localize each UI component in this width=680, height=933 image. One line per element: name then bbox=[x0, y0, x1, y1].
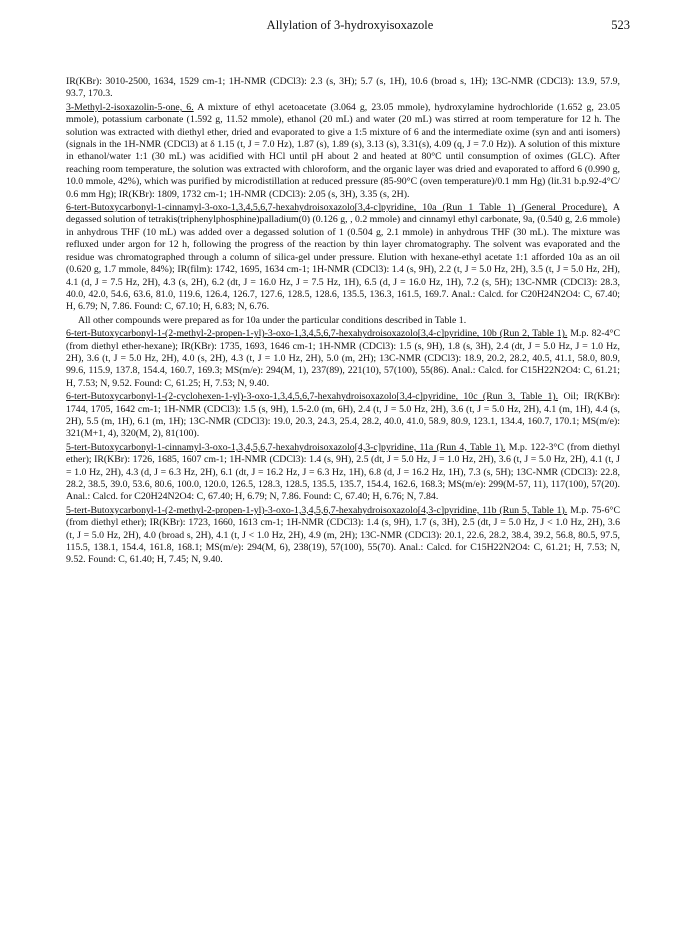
compound-heading: 5-tert-Butoxycarbonyl-1-(2-methyl-2-propen-1-yl)-3-oxo-1,3,4,5,6,7-hexahydroisoxazolo[4,3-c]pyridine, 11b (Run 5, Table 1). bbox=[66, 504, 568, 516]
compound-heading: 5-tert-Butoxycarbonyl-1-cinnamyl-3-oxo-1,3,4,5,6,7-hexahydroisoxazolo[4,3-c]pyridine, 11a (Run 4, Table 1). bbox=[66, 441, 506, 453]
paragraph-compound-6 bbox=[66, 102, 620, 201]
paragraph-text: A mixture of ethyl acetoacetate (3.064 g, 23.05 mmole), hydroxylamine hydrochloride (1.652 g, 23.05 mmole), potassium carbonate (1.592 g, 11.52 mmole), ethanol (20 mL) and water (20 mL) was stirred at room temperature for 12 h. The solution was extracted with diethyl ether, dried and evaporated to give a 1:5 mixture of 6 and the intermediate oxime (syn and anti isomers) (signals in the 1H-NMR (CDCl3) at δ 1.15 (t, J = 7.0 Hz), 1.87 (s), 1.89 (s), 3.13 (s), 3.31(s), 4.09 (q, J = 7.0 Hz)). A solution of this mixture in ethanol/water 1:1 (30 mL) was acidified with HCl until pH about 2 and heated at 80°C until consumption of oximes (GLC). After reaching room temperature, the solution was extracted with chloroform, and the organic layer was dried and evaporated to afford 6 (0.990 g, 10.0 mmole, 42%), which was purified by microdistillation at reduced pressure (85-90°C (oven temperature)/0.1 mm Hg) (lit.31 b.p.92-4°C/ 0.6 mm Hg); IR(KBr): 1809, 1732 cm-1; 1H-NMR (CDCl3): 2.05 (s, 3H), 3.35 (s, 2H). bbox=[66, 101, 620, 200]
paragraph-general-note bbox=[66, 315, 620, 327]
paragraph-text: M.p. 75-6°C (from diethyl ether); IR(KBr): 1723, 1660, 1613 cm-1; 1H-NMR (CDCl3): 1.4 (s, 9H), 1.7 (s, 3H), 2.5 (dt, J = 5.0 Hz, J < 1.0 Hz, 2H), 3.6 (t, J = 5.0 Hz, 2H), 4.0 (broad s, 2H), 4.1 (t, J < 1.0 Hz, 2H), 4.9 (m, 2H); 13C-NMR (CDCl3): 20.1, 22.6, 28.2, 38.4, 39.2, 56.8, 80.5, 97.5, 115.5, 138.1, 154.4, 161.8, 168.1; MS(m/e): 294(M, 6), 238(19), 57(100), 55(70). Anal.: Calcd. for C15H22N2O4: C, 61.21; H, 7.53; N, 9.52. Found: C, 61.40; H, 7.45; N, 9.40. bbox=[66, 504, 620, 566]
compound-heading: 6-tert-Butoxycarbonyl-1-(2-cyclohexen-1-yl)-3-oxo-1,3,4,5,6,7-hexahydroisoxazolo[3,4-c]pyridine, 10c (Run 3, Table 1). bbox=[66, 391, 559, 403]
paragraph-compound-11b bbox=[66, 505, 620, 567]
paragraph-compound-11a bbox=[66, 442, 620, 504]
paragraph-text: All other compounds were prepared as for 10a under the particular conditions described in Table 1. bbox=[78, 314, 467, 326]
paragraph-text: M.p. 82-4°C (from diethyl ether-hexane); IR(KBr): 1735, 1693, 1646 cm-1; 1H-NMR (CDCl3): 1.5 (s, 9H), 1.8 (s, 3H), 2.4 (dt, J = 5.0 Hz, J = 1.0 Hz, 2H), 3.6 (t, J = 5.0 Hz, 2H), 4.0 (s, 2H), 4.3 (t, J = 1.0 Hz, 2H), 5.0 (m, 2H); 13C-NMR (CDCl3): 18.9, 20.2, 28.2, 40.5, 41.1, 58.0, 80.9, 99.6, 115.9, 137.8, 154.4, 160.7, 169.3; MS(m/e): 294(M, 1), 237(89), 221(10), 57(100), 55(86). Anal.: Calcd. for C15H22N2O4: C, 61.21; H, 7.53; N, 9.52. Found: C, 61.25; H, 7.53; N, 9.40. bbox=[66, 328, 620, 389]
compound-heading: 6-tert-Butoxycarbonyl-1-(2-methyl-2-propen-1-yl)-3-oxo-1,3,4,5,6,7-hexahydroisoxazolo[3,4-c]pyridine, 10b (Run 2, Table 1). bbox=[66, 328, 568, 340]
running-header bbox=[70, 18, 630, 38]
article-body bbox=[66, 76, 620, 568]
paragraph-text: A degassed solution of tetrakis(triphenylphosphine)palladium(0) (0.126 g, , 0.2 mmole) and cinnamyl ethyl carbonate, 9a, (0.540 g, 2.6 mmole) in anhydrous THF (10 mL) was added over a degassed solution of 1 (0.504 g, 2.1 mmole) in anhydrous THF (30 mL). The mixture was refluxed under argon for 12 h, following the progress of the reaction by thin layer chromatography. The solvent was evaporated and the residue was chromatographed through a column of silica-gel under pressure. Elution with hexane-ethyl acetate 1:1 afforded 10a as an oil (0.620 g, 1.7 mmole, 84%); IR(film): 1742, 1695, 1634 cm-1; 1H-NMR (CDCl3): 1.4 (s, 9H), 2.2 (t, J = 5.0 Hz, 2H), 3.5 (t, J = 5.0 Hz, 2H), 4.1 (d, J = 7.5 Hz, 2H), 4.3 (s, 2H), 6.2 (dt, J = 16.0 Hz, J = 7.5 Hz, 1H), 6.5 (d, J = 16.0 Hz, 1H), 7.2 (s, 5H); 13C-NMR (CDCl3): 28.3, 40.0, 42.0, 54.6, 63.6, 81.0, 119.6, 126.4, 126.7, 127.6, 128.5, 128.6, 135.5, 136.3, 161.5, 169.7. Anal.: Calcd. for C20H24N2O4: C, 67.40; H, 6.79; N, 7.86. Found: C, 67.10; H, 6.83; N, 6.76. bbox=[66, 202, 621, 313]
paragraph-compound-10c bbox=[66, 391, 620, 441]
page-number: 523 bbox=[611, 18, 630, 32]
running-title: Allylation of 3-hydroxyisoxazole bbox=[266, 18, 434, 32]
paragraph-text: IR(KBr): 3010-2500, 1634, 1529 cm-1; 1H-NMR (CDCl3): 2.3 (s, 3H); 5.7 (s, 1H), 10.6 (broad s, 1H); 13C-NMR (CDCl3): 13.9, 57.9, 93.7, 170.3. bbox=[66, 76, 620, 100]
paragraph-spectral-data bbox=[66, 76, 620, 101]
paragraph-compound-10b bbox=[66, 328, 620, 390]
paragraph-compound-10a bbox=[66, 202, 620, 314]
paragraph-text: Oil; IR(KBr): 1744, 1705, 1642 cm-1; 1H-NMR (CDCl3): 1.5 (s, 9H), 1.5-2.0 (m, 6H), 2.4 (t, J = 5.0 Hz, 2H), 3.6 (t, J = 5.0 Hz, 2H), 4.1 (m, 1H), 4.4 (s, 2H), 5.5 (m, 1H), 6.1 (m, 1H); 13C-NMR (CDCl3): 19.0, 20.3, 24.3, 25.4, 28.2, 40.0, 41.0, 58.9, 80.9, 123.1, 134.4, 160.7, 170.1; MS(m/e): 321(M+1, 4), 320(M, 2), 81(100). bbox=[66, 391, 620, 440]
paragraph-text: M.p. 122-3°C (from diethyl ether); IR(KBr): 1726, 1685, 1607 cm-1; 1H-NMR (CDCl3): 1.4 (s, 9H), 2.5 (dt, J = 5.0 Hz, J = 1.0 Hz, 2H), 3.6 (t, J = 5.0 Hz, 2H), 4.1 (t, J = 1.0 Hz, 2H), 4.3 (d, J = 6.3 Hz, 2H), 6.1 (dt, J = 16.2 Hz, J = 6.3 Hz, 1H), 6.8 (d, J = 16.2 Hz, 1H), 7.3 (s, 5H); 13C-NMR (CDCl3): 22.8, 28.2, 38.5, 39.0, 53.6, 80.6, 100.0, 120.0, 126.5, 128.3, 128.5, 135.5, 135.7, 154.4, 162.6, 168.3; MS(m/e): 299(M-57, 11), 117(100), 57(20). Anal.: Calcd. for C20H24N2O4: C, 67.40; H, 6.79; N, 7.86. Found: C, 67.40; H, 6.76; N, 7.84. bbox=[66, 441, 620, 503]
compound-heading: 3-Methyl-2-isoxazolin-5-one, 6. bbox=[66, 101, 194, 113]
compound-heading: 6-tert-Butoxycarbonyl-1-cinnamyl-3-oxo-1,3,4,5,6,7-hexahydroisoxazolo[3,4-c]pyridine, 10a (Run 1 Table 1) (General Procedure). bbox=[66, 202, 608, 214]
